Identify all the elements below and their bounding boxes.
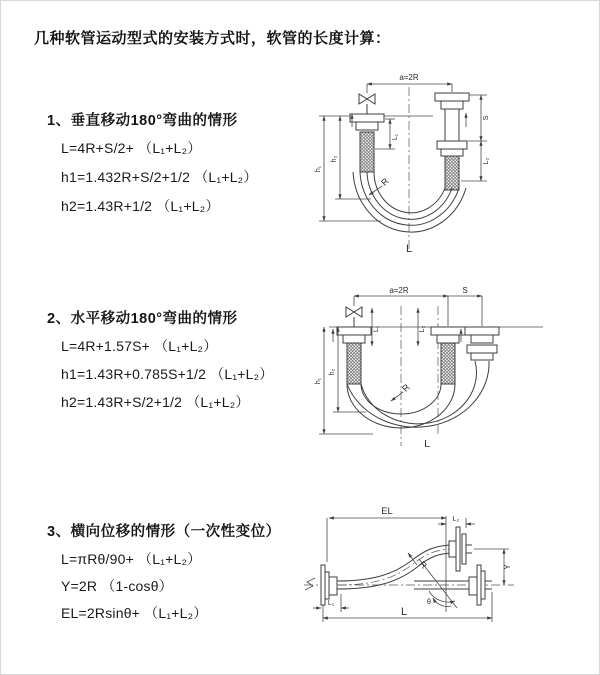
left-flange — [321, 565, 337, 605]
angle-label: θ — [427, 599, 431, 606]
radius-label: R — [417, 559, 429, 571]
formula-line: h1=1.432R+S/2+1/2 （L₁+L₂） — [61, 169, 258, 185]
radius-label: R — [379, 176, 391, 188]
formula-line: L=πRθ/90+ （L₁+L₂） — [61, 551, 202, 567]
diagram-horizontal-180-bend — [311, 284, 596, 456]
dim-label-h1: h₁ — [315, 377, 322, 385]
formula-line: h1=1.43R+0.785S+1/2 （L₁+L₂） — [61, 366, 274, 382]
dim-l1 — [375, 119, 399, 149]
right-pipe-assembly — [465, 327, 499, 360]
diagram-vertical-180-bend — [311, 69, 596, 261]
dim-label-l1: L₁ — [392, 133, 399, 141]
dim-label-y: Y — [503, 564, 512, 570]
dim-s — [468, 95, 490, 141]
dim-l1 — [313, 594, 349, 612]
section-2-heading: 2、水平移动180°弯曲的情形 — [47, 311, 238, 327]
formula-line: h2=1.43R+S/2+1/2 （L₁+L₂） — [61, 394, 250, 410]
section-3-heading: 3、横向位移的情形（一次性变位） — [47, 524, 281, 540]
length-label: L — [424, 439, 430, 450]
dim-label-h2: h₂ — [329, 368, 336, 376]
hose-braid — [360, 132, 374, 172]
upper-right-flange — [449, 527, 472, 571]
left-hose-fitting — [337, 327, 371, 384]
dim-label-s: S — [483, 115, 490, 121]
radius-callout — [369, 176, 391, 195]
centerline — [319, 87, 433, 251]
formula-line: Y=2R （1-cosθ） — [61, 578, 173, 594]
u-bend-curves — [347, 361, 489, 428]
formula-line: L=4R+S/2+ （L₁+L₂） — [61, 140, 202, 156]
dim-l — [323, 592, 492, 622]
page-title: 几种软管运动型式的安装方式时，软管的长度计算： — [34, 30, 391, 47]
diagram-lateral-displacement — [299, 504, 599, 654]
dim-l1 — [372, 308, 380, 346]
length-label: L — [405, 243, 413, 255]
left-hose-fitting — [350, 114, 384, 172]
hose-s-curve — [337, 545, 456, 589]
hose-braid — [441, 343, 455, 384]
formula-line: EL=2Rsinθ+ （L₁+L₂） — [61, 605, 208, 621]
radius-callout — [391, 382, 412, 401]
right-pipe-assembly — [435, 93, 469, 190]
dim-label-el: EL — [381, 506, 393, 517]
dim-label-l2: L₂ — [452, 516, 460, 523]
dim-label-l2: L₂ — [419, 325, 426, 333]
hose-braid — [347, 343, 361, 384]
valve-icon — [359, 94, 375, 114]
dim-label-l1: L₁ — [327, 600, 335, 607]
radius-label: R — [400, 382, 412, 394]
dim-label-l2: L₂ — [483, 157, 490, 165]
dim-l2 — [418, 308, 426, 346]
dim-label-h1: h₁ — [315, 165, 322, 173]
hose-braid — [445, 156, 459, 190]
valve-icon — [346, 307, 362, 327]
dim-label-s: S — [462, 286, 468, 295]
dim-label-l1: L₁ — [373, 325, 380, 333]
formula-line: L=4R+1.57S+ （L₁+L₂） — [61, 338, 218, 354]
dim-a2r — [367, 73, 452, 93]
length-label: L — [400, 606, 408, 618]
middle-hose-fitting — [431, 327, 465, 384]
dim-label-h2: h₂ — [331, 155, 338, 163]
dim-label-a2r: a=2R — [399, 73, 419, 82]
section-1-heading: 1、垂直移动180°弯曲的情形 — [47, 113, 238, 129]
dim-label-a2r: a=2R — [389, 286, 409, 295]
formula-line: h2=1.43R+1/2 （L₁+L₂） — [61, 198, 220, 214]
pipe-break-symbol — [305, 578, 315, 590]
